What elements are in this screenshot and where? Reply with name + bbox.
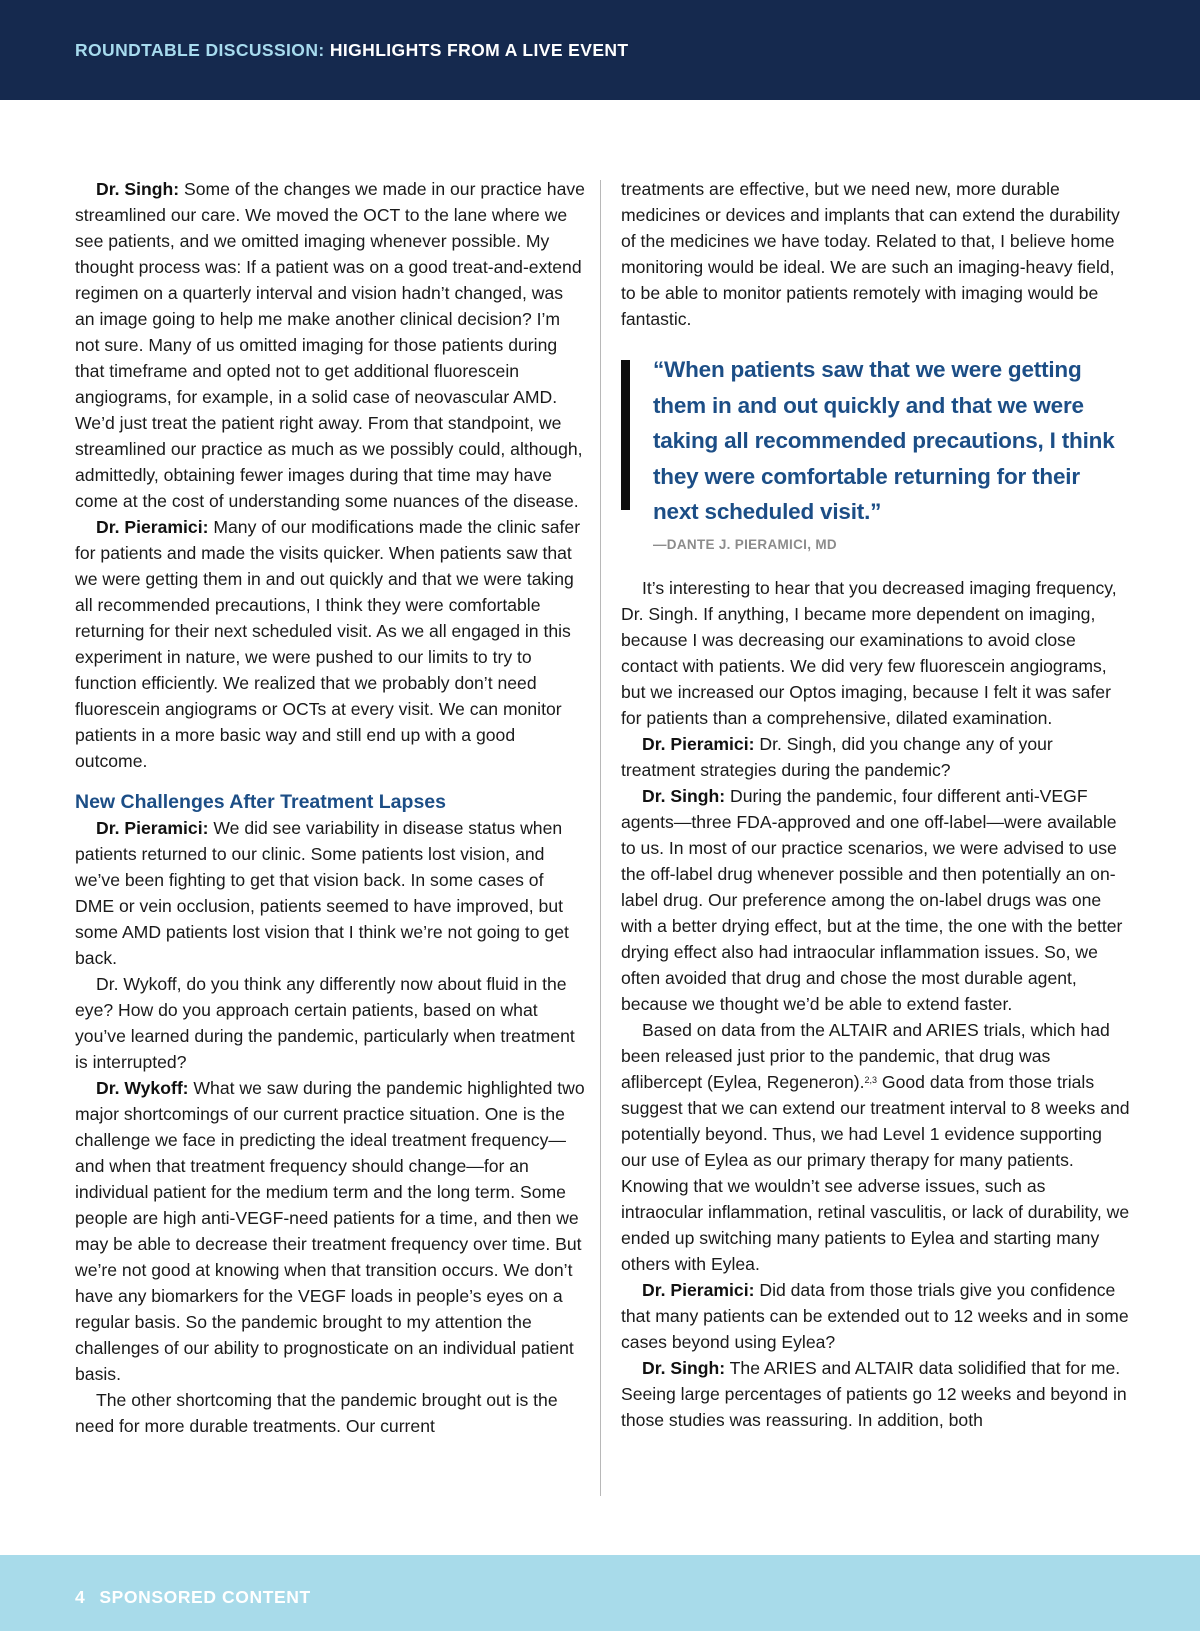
paragraph-text: Did data from those trials give you confidence that many patients can be extended out to 12 weeks and in some cases beyond using Eylea? <box>621 1279 1129 1352</box>
paragraph-text: We did see variability in disease status when patients returned to our clinic. Some patients lost vision, and we’ve been fighting to get that vision back. In some cases of DME or vein occlusion, patients seemed to have improved, but some AMD patients lost vision that I think we’re not going to get back. <box>75 818 569 968</box>
pull-quote-text: “When patients saw that we were getting them in and out quickly and that we were taking all recommended precautions, I think they were comfortable returning for their next scheduled visit.” <box>653 357 1115 524</box>
paragraph: Dr. Wykoff, do you think any differently now about fluid in the eye? How do you approach certain patients, based on what you’ve learned during the pandemic, particularly when treatment is interrupted? <box>75 974 575 1072</box>
speaker-name: Dr. Wykoff: <box>96 1078 189 1098</box>
paragraph: The other shortcoming that the pandemic brought out is the need for more durable treatments. Our current <box>75 1390 558 1436</box>
paragraph <box>75 1075 585 1387</box>
right-column <box>621 176 1131 1433</box>
speaker-name: Dr. Pieramici: <box>96 818 209 838</box>
speaker-name: Dr. Pieramici: <box>642 733 755 754</box>
page-footer <box>0 1555 1200 1631</box>
paragraph-text: What we saw during the pandemic highlighted two major shortcomings of our current practice situation. One is the challenge we face in predicting the ideal treatment frequency—and when that treatment frequency should change—for an individual patient for the medium term and the long term. Some people are high anti-VEGF-need patients for a time, and then we may be able to decrease their treatment frequency over time. But we’re not good at knowing when that transition occurs. We don’t have any biomarkers for the VEGF loads in people’s eyes on a regular basis. So the pandemic brought to my attention the challenges of our ability to prognosticate on an individual patient basis. <box>75 1078 585 1384</box>
speaker-name: Dr. Singh: <box>642 785 726 806</box>
header-section-label: ROUNDTABLE DISCUSSION: <box>75 40 325 60</box>
paragraph <box>621 1355 1131 1433</box>
header-title <box>75 40 629 61</box>
paragraph <box>621 1277 1131 1355</box>
speaker-name: Dr. Pieramici: <box>642 1279 755 1300</box>
paragraph-text: Some of the changes we made in our practice have streamlined our care. We moved the OCT to the lane where we see patients, and we omitted imaging whenever possible. My thought process was: If a patient was on a good treat-and-extend regimen on a quarterly interval and vision hadn’t changed, was an image going to help me make another clinical decision? I’m not sure. Many of us omitted imaging for those patients during that timeframe and opted not to get additional fluorescein angiograms, for example, in a solid case of neovascular AMD. We’d just treat the patient right away. From that standpoint, we streamlined our practice as much as we possibly could, although, admittedly, obtaining fewer images during that time may have come at the cost of understanding some nuances of the disease. <box>75 179 585 511</box>
paragraph: treatments are effective, but we need new, more durable medicines or devices and implants that can extend the durability of the medicines we have today. Related to that, I believe home monitoring would be ideal. We are such an imaging-heavy field, to be able to monitor patients remotely with imaging would be fantastic. <box>621 179 1120 329</box>
page-header <box>0 0 1200 100</box>
column-divider <box>600 180 601 1496</box>
paragraph-text: The ARIES and ALTAIR data solidified that for me. Seeing large percentages of patients go 12 weeks and beyond in those studies was reassuring. In addition, both <box>621 1357 1127 1430</box>
paragraph: It’s interesting to hear that you decreased imaging frequency, Dr. Singh. If anything, I became more dependent on imaging, because I was decreasing our examinations to avoid close contact with patients. We did very few fluorescein angiograms, but we increased our Optos imaging, because I felt it was safer for patients than a comprehensive, dilated examination. <box>621 577 1117 728</box>
pull-quote-bar <box>621 360 630 510</box>
paragraph <box>621 731 1131 783</box>
section-heading: New Challenges After Treatment Lapses <box>75 791 446 813</box>
pull-quote <box>621 352 1131 555</box>
paragraph <box>621 783 1131 1017</box>
paragraph <box>621 1017 1131 1277</box>
paragraph <box>75 176 585 514</box>
footer-section-label: SPONSORED CONTENT <box>99 1587 311 1607</box>
paragraph-text: Good data from those trials suggest that we can extend our treatment interval to 8 weeks and potentially beyond. Thus, we had Level 1 evidence supporting our use of Eylea as our primary therapy for many patients. Knowing that we wouldn’t see adverse issues, such as intraocular inflammation, retinal vasculitis, or lack of durability, we ended up switching many patients to Eylea and starting many others with Eylea. <box>621 1071 1130 1274</box>
paragraph-text: Dr. Singh, did you change any of your treatment strategies during the pandemic? <box>621 733 1053 780</box>
paragraph <box>75 815 585 971</box>
paragraph-text: Based on data from the ALTAIR and ARIES trials, which had been released just prior to the pandemic, that drug was aflibercept (Eylea, Regeneron). <box>621 1019 1110 1092</box>
paragraph-text: During the pandemic, four different anti-VEGF agents—three FDA-approved and one off-label—were available to us. In most of our practice scenarios, we were advised to use the off-label drug whenever possible and then potentially an on-label drug. Our preference among the on-label drugs was one with a better drying effect, but at the time, the one with the better drying effect also had intraocular inflammation issues. So, we often avoided that drug and chose the most durable agent, because we thought we’d be able to extend faster. <box>621 785 1123 1014</box>
header-subtitle: HIGHLIGHTS FROM A LIVE EVENT <box>324 40 629 60</box>
speaker-name: Dr. Singh: <box>642 1357 726 1378</box>
pull-quote-attribution: —DANTE J. PIERAMICI, MD <box>653 536 837 552</box>
left-column <box>75 176 585 1439</box>
paragraph-text: Many of our modifications made the clinic safer for patients and made the visits quicker. When patients saw that we were getting them in and out quickly and that we were taking all recommended precautions, I think they were comfortable returning for their next scheduled visit. As we all engaged in this experiment in nature, we were pushed to our limits to try to function efficiently. We realized that we probably don’t need fluorescein angiograms or OCTs at every visit. We can monitor patients in a more basic way and still end up with a good outcome. <box>75 517 581 771</box>
speaker-name: Dr. Pieramici: <box>96 517 209 537</box>
footer-label <box>75 1587 325 1608</box>
speaker-name: Dr. Singh: <box>96 179 180 199</box>
citation-reference: 2,3 <box>864 1074 878 1085</box>
paragraph <box>75 514 585 774</box>
page-number: 4 <box>75 1587 86 1607</box>
